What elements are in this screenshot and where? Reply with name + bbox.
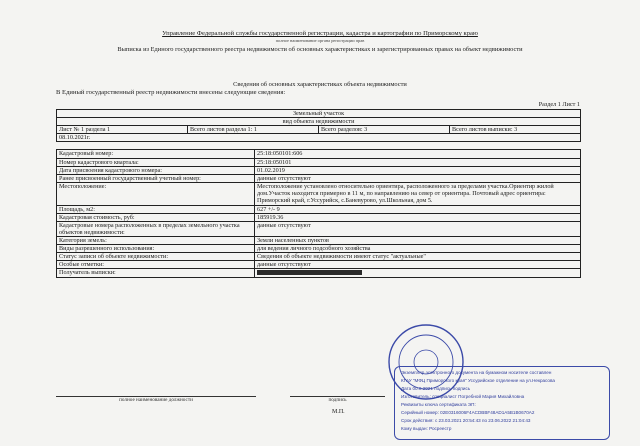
row-label: Площадь, м2:	[57, 206, 255, 214]
table-row	[57, 222, 581, 237]
row-label: Кадастровый номер:	[57, 150, 255, 159]
position-caption: полное наименование должности	[119, 397, 193, 403]
stamp-line: Изготовитель: специалист Погребной Мария Михайловна	[401, 394, 525, 399]
row-value: для ведения личного подсобного хозяйства	[255, 245, 581, 253]
row-label: Кадастровые номера расположенных в пределах земельного участка объектов недвижимости:	[57, 222, 255, 237]
table-row	[57, 167, 581, 175]
row-label: Кадастровая стоимость, руб:	[57, 214, 255, 222]
seal-caption: М.П.	[332, 409, 345, 415]
extract-title: Выписка из Единого государственного реестра недвижимости об основных характеристиках и зарегистрированных правах на объект недвижимости	[117, 46, 523, 53]
row-value: Земли населенных пунктов	[255, 237, 581, 245]
stamp-line: Реквизиты ключа сертификата ЭП:	[401, 402, 476, 407]
table-row	[57, 183, 581, 206]
row-value: данные отсутствуют	[255, 261, 581, 269]
object-type: Земельный участок	[57, 110, 581, 118]
total-sheets-section: Всего листов раздела 1: 1	[188, 126, 319, 134]
agency-name: Управление Федеральной службы государственной регистрации, кадастра и картографии по Приморскому краю	[162, 30, 478, 37]
table-row	[57, 159, 581, 167]
stamp-line: Экземпляр электронного документа на бумажном носителе составлен	[401, 370, 552, 375]
row-label: Дата присвоения кадастрового номера:	[57, 167, 255, 175]
table-row	[57, 214, 581, 222]
stamp-line: Срок действия: с 23.03.2021 20:54:43 по 23.06.2022 21:04:43	[401, 418, 531, 423]
row-value: Сведения об объекте недвижимости имеют статус "актуальные"	[255, 253, 581, 261]
stamp-line: Серийный номер: 02E0316006F4ACDBBF48AD1A5B1B0670A2	[401, 410, 535, 415]
characteristics-table	[56, 149, 581, 278]
object-header-table	[56, 109, 581, 142]
section-subtitle: В Единый государственный реестр недвижимости внесены следующие сведения:	[56, 89, 286, 96]
row-label: Виды разрешенного использования:	[57, 245, 255, 253]
row-value: 25:18:050101	[255, 159, 581, 167]
extract-date: 08.10.2021г.	[57, 134, 581, 142]
row-label: Статус записи об объекте недвижимости:	[57, 253, 255, 261]
row-label: Ранее присвоенный государственный учетный номер:	[57, 175, 255, 183]
table-row	[57, 253, 581, 261]
row-value: 627 +/- 9	[255, 206, 581, 214]
row-label: Получатель выписки:	[57, 269, 255, 278]
stamp-line: КГАУ "МФЦ Приморского края" Уссурийское отделение на ул.Некрасова	[401, 378, 555, 383]
section-title: Сведения об основных характеристиках объекта недвижимости	[233, 81, 407, 88]
sheet-number: Лист № 1 раздела 1	[57, 126, 188, 134]
table-row	[57, 269, 581, 278]
redacted-recipient	[257, 270, 362, 275]
row-value: 25:18:050101:606	[255, 150, 581, 159]
stamp-line: Дата 00.0.2021 подпись подпись	[401, 386, 471, 391]
object-type-caption: вид объекта недвижимости	[57, 118, 581, 126]
stamp-line: Кому выдан: Росреестр	[401, 426, 452, 431]
row-value: данные отсутствуют	[255, 175, 581, 183]
row-value: данные отсутствуют	[255, 222, 581, 237]
row-label: Категория земель:	[57, 237, 255, 245]
total-sheets-extract: Всего листов выписки: 3	[450, 126, 581, 134]
agency-caption: полное наименование органа регистрации прав	[275, 38, 365, 43]
row-label: Номер кадастрового квартала:	[57, 159, 255, 167]
table-row	[57, 245, 581, 253]
table-row	[57, 175, 581, 183]
row-value: Местоположение установлено относительно ориентира, расположенного за пределами участка.Ориентир жилой дом.Участок находится примерно в 11 м, по направлению на север от ориентира. Почтовый адрес ориентира: Приморский край, г.Уссурийск, с.Баневурово, ул.Школьная, дом 5.	[255, 183, 581, 206]
certification-stamp	[394, 366, 610, 440]
page-marker: Раздел 1 Лист 1	[538, 101, 580, 108]
row-value	[255, 269, 581, 278]
table-row	[57, 237, 581, 245]
total-sections: Всего разделов: 3	[319, 126, 450, 134]
signature-caption: подпись	[328, 397, 347, 403]
row-value: 01.02.2019	[255, 167, 581, 175]
row-value: 185919.36	[255, 214, 581, 222]
row-label: Особые отметки:	[57, 261, 255, 269]
table-row	[57, 261, 581, 269]
table-row	[57, 150, 581, 159]
row-label: Местоположение:	[57, 183, 255, 206]
table-row	[57, 206, 581, 214]
